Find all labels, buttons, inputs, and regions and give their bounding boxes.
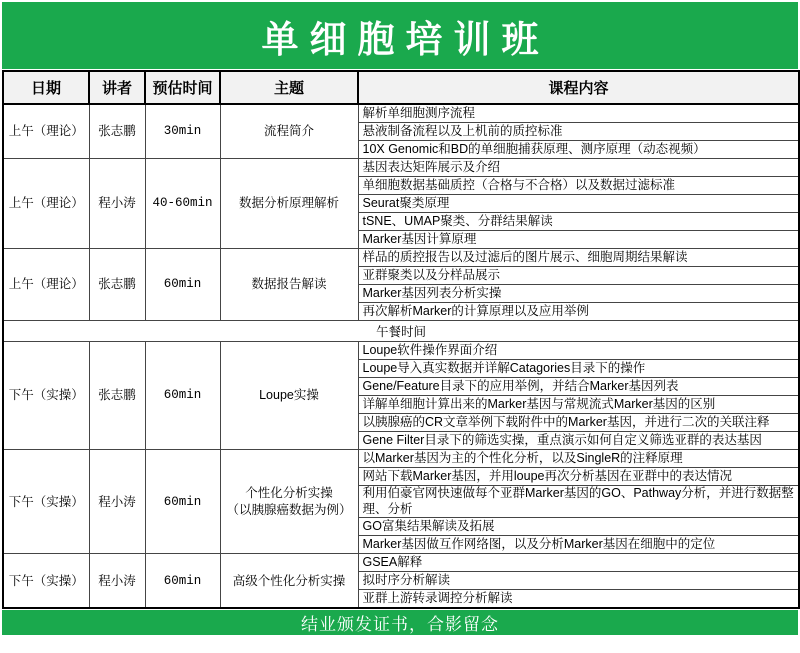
content-cell: GO富集结果解读及拓展: [358, 518, 799, 536]
topic-cell-text: 数据分析原理解析: [238, 196, 339, 211]
topic-cell: [220, 104, 358, 159]
content-cell: Seurat聚类原理: [358, 195, 799, 213]
time-cell: [145, 342, 220, 450]
content-cell: 以胰腺癌的CR文章举例下载附件中的Marker基因，并进行二次的关联注释: [358, 414, 799, 432]
content-cell: 解析单细胞测序流程: [358, 104, 799, 123]
column-header-2: 讲者: [89, 71, 145, 104]
topic-cell-text: 流程简介: [263, 124, 314, 139]
time-cell-text: 60min: [163, 277, 202, 292]
time-cell-text: 40-60min: [152, 196, 213, 211]
speaker-cell: [89, 104, 145, 159]
content-cell: Marker基因做互作网络图，以及分析Marker基因在细胞中的定位: [358, 536, 799, 554]
time-cell: [145, 104, 220, 159]
topic-cell-text: 数据报告解读: [251, 277, 327, 292]
content-cell: 再次解析Marker的计算原理以及应用举例: [358, 303, 799, 321]
content-cell: Loupe导入真实数据并详解Catagories目录下的操作: [358, 360, 799, 378]
date-cell-text: 上午（理论）: [8, 124, 84, 139]
content-cell: 拟时序分析解读: [358, 572, 799, 590]
speaker-cell-text: 张志鹏: [98, 124, 136, 139]
content-cell: 样品的质控报告以及过滤后的图片展示、细胞周期结果解读: [358, 249, 799, 267]
content-cell: 悬液制备流程以及上机前的质控标准: [358, 123, 799, 141]
date-cell-text: 下午（实操）: [8, 494, 84, 509]
date-cell: [3, 342, 89, 450]
content-cell: tSNE、UMAP聚类、分群结果解读: [358, 213, 799, 231]
date-cell: [3, 450, 89, 554]
content-cell: 基因表达矩阵展示及介绍: [358, 159, 799, 177]
time-cell: [145, 450, 220, 554]
content-cell: 10X Genomic和BD的单细胞捕获原理、测序原理（动态视频）: [358, 141, 799, 159]
time-cell-text: 60min: [163, 388, 202, 403]
speaker-cell-text: 程小涛: [98, 573, 136, 588]
topic-cell-text: （以胰腺癌数据为例）: [226, 502, 352, 517]
table-body: [3, 104, 799, 608]
column-header-3: 预估时间: [145, 71, 220, 104]
speaker-cell-text: 张志鹏: [98, 277, 136, 292]
speaker-cell: [89, 249, 145, 321]
page-title: 单细胞培训班: [261, 18, 550, 60]
course-row: [3, 450, 799, 468]
topic-cell-text: 高级个性化分析实操: [232, 573, 346, 588]
topic-cell-text: 个性化分析实操: [245, 486, 333, 501]
date-cell-text: 上午（理论）: [8, 277, 84, 292]
speaker-cell: [89, 450, 145, 554]
time-cell-text: 60min: [163, 494, 202, 509]
course-row: [3, 104, 799, 123]
time-cell: [145, 159, 220, 249]
time-cell: [145, 249, 220, 321]
time-cell-text: 60min: [163, 573, 202, 588]
date-cell-text: 下午（实操）: [8, 573, 84, 588]
content-cell: 亚群上游转录调控分析解读: [358, 590, 799, 609]
course-row: [3, 554, 799, 572]
date-cell: [3, 104, 89, 159]
topic-cell: [220, 159, 358, 249]
header-row: [3, 71, 799, 104]
topic-cell: [220, 450, 358, 554]
title-banner: [2, 2, 798, 69]
speaker-cell-text: 张志鹏: [98, 388, 136, 403]
footer-text: 结业颁发证书，合影留念: [301, 615, 499, 635]
content-cell: Loupe软件操作界面介绍: [358, 342, 799, 360]
speaker-cell: [89, 159, 145, 249]
lunch-label: 午餐时间: [3, 321, 799, 342]
date-cell: [3, 159, 89, 249]
date-cell-text: 下午（实操）: [8, 388, 84, 403]
content-cell: 网站下载Marker基因，并用loupe再次分析基因在亚群中的表达情况: [358, 468, 799, 486]
date-cell-text: 上午（理论）: [8, 196, 84, 211]
column-header-4: 主题: [220, 71, 358, 104]
content-cell: 以Marker基因为主的个性化分析，以及SingleR的注释原理: [358, 450, 799, 468]
content-cell: 亚群聚类以及分样品展示: [358, 267, 799, 285]
speaker-cell: [89, 342, 145, 450]
content-cell: Marker基因列表分析实操: [358, 285, 799, 303]
content-cell: 利用伯豪官网快速做每个亚群Marker基因的GO、Pathway分析，并进行数据整理、分析: [358, 486, 799, 518]
content-cell: 单细胞数据基础质控（合格与不合格）以及数据过滤标准: [358, 177, 799, 195]
speaker-cell-text: 程小涛: [98, 196, 136, 211]
content-cell: Marker基因计算原理: [358, 231, 799, 249]
course-row: [3, 159, 799, 177]
lunch-row: [3, 321, 799, 342]
column-header-5: 课程内容: [358, 71, 799, 104]
course-row: [3, 342, 799, 360]
column-header-1: 日期: [3, 71, 89, 104]
time-cell: [145, 554, 220, 609]
course-row: [3, 249, 799, 267]
footer-banner: [2, 610, 798, 635]
speaker-cell: [89, 554, 145, 609]
time-cell-text: 30min: [163, 124, 202, 139]
speaker-cell-text: 程小涛: [98, 494, 136, 509]
content-cell: Gene/Feature目录下的应用举例，并结合Marker基因列表: [358, 378, 799, 396]
topic-cell-text: Loupe实操: [259, 388, 319, 403]
content-cell: Gene Filter目录下的筛选实操，重点演示如何自定义筛选亚群的表达基因: [358, 432, 799, 450]
date-cell: [3, 249, 89, 321]
topic-cell: [220, 342, 358, 450]
date-cell: [3, 554, 89, 609]
table-header: [3, 71, 799, 104]
content-cell: GSEA解释: [358, 554, 799, 572]
topic-cell: [220, 249, 358, 321]
topic-cell: [220, 554, 358, 609]
schedule-table: [2, 70, 800, 609]
content-cell: 详解单细胞计算出来的Marker基因与常规流式Marker基因的区别: [358, 396, 799, 414]
